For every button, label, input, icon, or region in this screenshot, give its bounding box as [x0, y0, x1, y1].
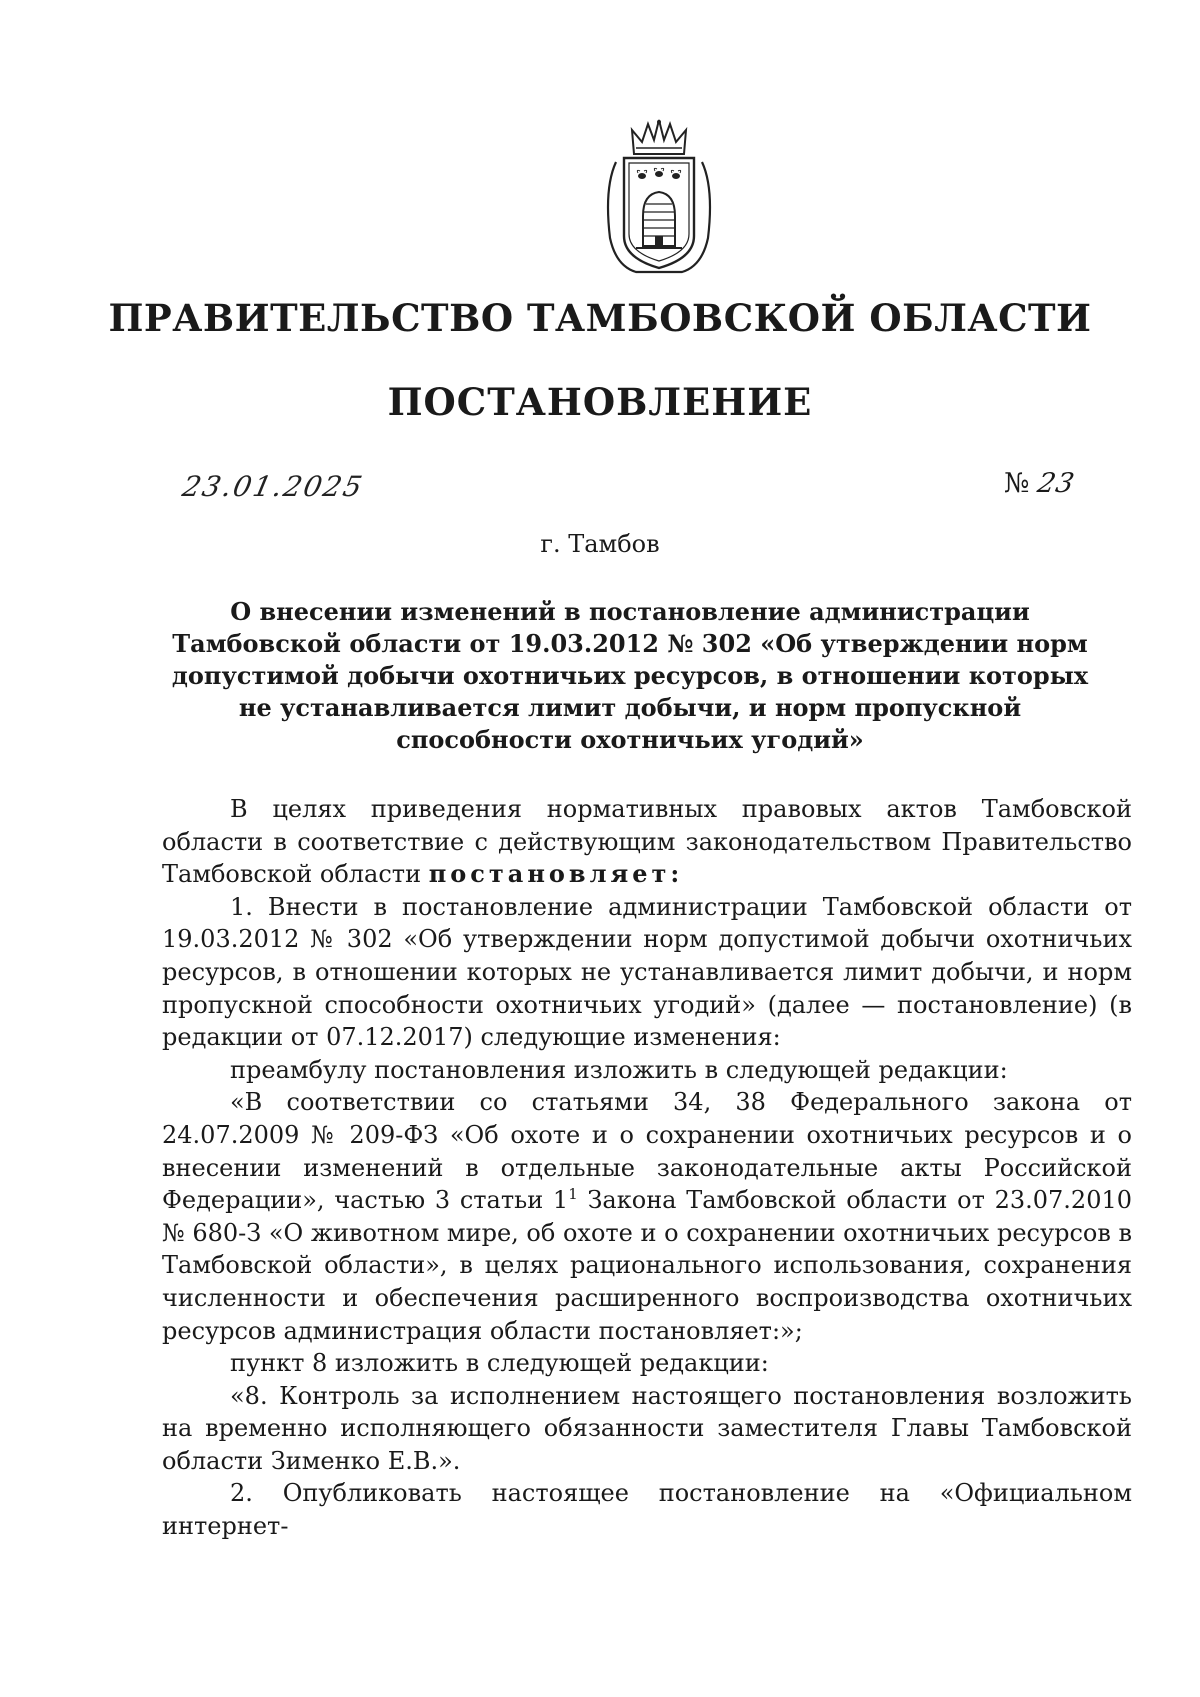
document-type: ПОСТАНОВЛЕНИЕ: [387, 380, 813, 424]
intro-colon: :: [670, 859, 680, 889]
handwritten-number: 23: [1034, 468, 1078, 499]
paragraph-3-start: «В соответствии со статьями 34, 38 Федерального закона от 24.07.2009 № 209-ФЗ «Об охоте и о сохранении охотничьих ресурсов и о внесении изменений в отдельные законодательные акты Российской Федерации», частью 3 статьи 1: [162, 1088, 1132, 1215]
tambov-coat-of-arms-icon: [596, 118, 722, 278]
document-number: [1004, 468, 1078, 499]
paragraph-6: 2. Опубликовать настоящее постановление на «Официальном интернет-: [162, 1479, 1132, 1541]
intro-text: В целях приведения нормативных правовых актов Тамбовской области в соответствие с действующим законодательством Правительство Тамбовской области: [162, 795, 1132, 889]
paragraph-intro: [162, 793, 1132, 891]
paragraph-2: преамбулу постановления изложить в следующей редакции:: [230, 1055, 1008, 1084]
paragraph-3-end: Закона Тамбовской области от 23.07.2010 № 680-З «О животном мире, об охоте и о сохранении охотничьих ресурсов в Тамбовской области», в целях рационального использования, сохранения численности и обеспечения расширенного воспроизводства охотничьих ресурсов администрация области постановляет:»;: [162, 1186, 1133, 1345]
intro-verb: постановляет: [428, 859, 671, 889]
document-subject: О внесении изменений в постановление администрации Тамбовской области от 19.03.2012 № 302 «Об утверждении норм допустимой добычи охотничьих ресурсов, в отношении которых не устанавливается лимит добычи, и норм пропускной способности охотничьих угодий»: [171, 597, 1089, 754]
paragraph-1: 1. Внести в постановление администрации Тамбовской области от 19.03.2012 № 302 «Об утверждении норм допустимой добычи охотничьих ресурсов, в отношении которых не устанавливается лимит добычи, и норм пропускной способности охотничьих угодий» (далее — постановление) (в редакции от 07.12.2017) следующие изменения:: [162, 892, 1132, 1052]
city-name: г. Тамбов: [540, 530, 660, 558]
handwritten-date: 23.01.2025: [179, 470, 367, 503]
paragraph-4: пункт 8 изложить в следующей редакции:: [230, 1349, 769, 1378]
number-sign: №: [1004, 468, 1030, 499]
superscript: 1: [568, 1185, 578, 1204]
document-body: [162, 793, 1132, 1543]
government-title: ПРАВИТЕЛЬСТВО ТАМБОВСКОЙ ОБЛАСТИ: [108, 296, 1092, 340]
paragraph-5: «8. Контроль за исполнением настоящего постановления возложить на временно исполняющего обязанности заместителя Главы Тамбовской области Зименко Е.В.».: [162, 1381, 1132, 1475]
paragraph-3: [162, 1086, 1132, 1347]
